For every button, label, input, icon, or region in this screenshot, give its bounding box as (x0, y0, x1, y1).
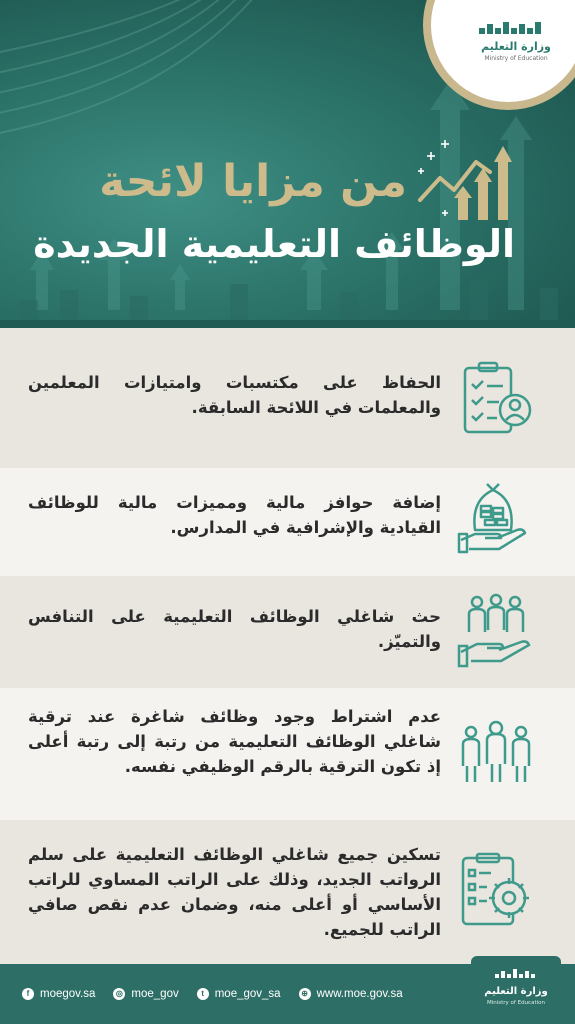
facebook-icon: f (22, 988, 34, 1000)
money-bag-hand-icon (457, 478, 535, 556)
title-line-2: الوظائف التعليمية الجديدة (33, 222, 515, 266)
footer-logo-mark-icon (495, 968, 537, 980)
benefit-item (0, 328, 575, 468)
benefit-item (0, 820, 575, 964)
benefit-item (0, 576, 575, 688)
header-bottom-band (0, 320, 575, 328)
team-on-hand-icon (457, 592, 535, 670)
footer-bar (0, 964, 575, 1024)
benefit-text: تسكين جميع شاغلي الوظائف التعليمية على سلم الرواتب الجديد، وذلك على الراتب المساوي للراتب الأساسي أو أعلى منه، وضمان عدم نقص صافي الراتب للجميع. (28, 845, 441, 939)
ministry-logo-english: Ministry of Education (484, 55, 548, 62)
instagram-handle: moe_gov (131, 988, 179, 1000)
growth-chart-icon (414, 130, 524, 230)
ministry-logo-arabic: وزارة التعليم (481, 40, 551, 53)
facebook-handle: moegov.sa (40, 988, 96, 1000)
website-url: www.moe.gov.sa (316, 988, 403, 1000)
header-banner (0, 0, 575, 328)
footer-logo-arabic: وزارة التعليم (484, 986, 548, 997)
facebook-link[interactable] (22, 988, 95, 1000)
benefit-text: عدم اشتراط وجود وظائف شاغرة عند ترقية شاغلي الوظائف التعليمية من رتبة إلى رتبة أعلى إذ تكون الترقية بالرقم الوظيفي نفسه. (28, 707, 441, 776)
clipboard-gear-icon (457, 852, 535, 930)
benefit-item (0, 468, 575, 576)
group-people-icon (457, 716, 535, 794)
social-links (22, 988, 403, 1000)
instagram-link[interactable] (113, 988, 178, 1000)
twitter-handle: moe_gov_sa (214, 988, 281, 1000)
twitter-icon: t (197, 988, 209, 1000)
checklist-person-icon (457, 360, 535, 438)
footer-ministry-logo (471, 956, 561, 1024)
benefit-text: حث شاغلي الوظائف التعليمية على التنافس والتميّز. (28, 607, 441, 651)
website-link[interactable] (299, 988, 403, 1000)
benefit-text: إضافة حوافز مالية ومميزات مالية للوظائف القيادية والإشرافية في المدارس. (28, 493, 441, 537)
ministry-logo-mark-icon (479, 20, 549, 36)
twitter-link[interactable] (197, 988, 281, 1000)
title-line-1: من مزايا لائحة (99, 156, 407, 207)
footer-logo-english: Ministry of Education (486, 1000, 545, 1006)
benefit-text: الحفاظ على مكتسبات وامتيازات المعلمين والمعلمات في اللائحة السابقة. (28, 373, 441, 417)
instagram-icon: ◎ (113, 988, 125, 1000)
benefit-item (0, 688, 575, 820)
benefits-list (0, 328, 575, 964)
globe-icon: ⊕ (299, 988, 311, 1000)
